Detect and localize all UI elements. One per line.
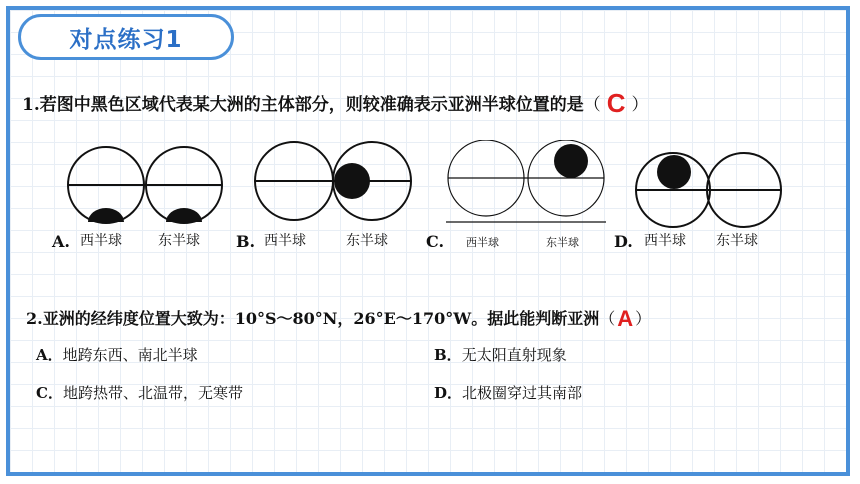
choice-a [36,344,198,365]
choice-b-letter: B． [434,346,462,364]
figure-d-west-blob [657,155,691,189]
slide-title: 对点练习1 [69,26,183,53]
choice-d-letter: D． [434,384,463,402]
question-2-paren-open: （ [599,309,616,328]
figure-a-west-label: 西半球 [80,233,122,249]
figure-c-letter: C. [426,232,445,251]
question-2-answer: A [617,306,634,331]
choice-b-text: 无太阳直射现象 [461,346,567,364]
question-1-answer: C [606,88,626,118]
question-2-text: 2.亚洲的经纬度位置大致为：10°S～80°N，26°E～170°W。据此能判断亚洲 [26,309,600,328]
choice-c [36,382,243,403]
question-1 [22,88,649,119]
figure-b-letter: B. [236,232,256,251]
question-2 [26,306,651,332]
figure-a [68,147,222,223]
choice-a-text: 地跨东西、南北半球 [62,346,198,364]
figure-c-east-label: 东半球 [546,236,579,249]
figure-b [255,142,411,220]
figure-a-letter: A. [52,232,70,251]
figure-b-east-blob [334,163,370,199]
figure-d-east-label: 东半球 [716,233,758,249]
figure-a-east-label: 东半球 [158,233,200,249]
question-1-paren-open: （ [583,95,601,115]
choice-c-letter: C． [36,384,63,402]
question-1-text: 1.若图中黑色区域代表某大洲的主体部分，则较准确表示亚洲半球位置的是 [22,95,584,115]
figure-c-west-label: 西半球 [466,236,499,249]
hemisphere-figures [40,140,800,240]
figure-b-west-label: 西半球 [264,233,306,249]
figure-a-east-blob [166,208,202,222]
choice-c-text: 地跨热带、北温带，无寒带 [62,384,243,402]
question-1-paren-close: ） [631,95,649,115]
figure-d [636,153,781,227]
question-2-paren-close: ） [635,309,652,328]
choice-b [434,344,567,365]
figure-d-west-label: 西半球 [644,233,686,249]
choice-a-letter: A． [36,346,63,364]
figure-d-letter: D. [614,232,633,251]
choice-d-text: 北极圈穿过其南部 [462,384,583,402]
choice-d [434,382,582,403]
title-banner [18,14,234,60]
figure-c-east-blob [554,144,588,178]
figure-a-west-blob [88,208,124,222]
figure-b-east-label: 东半球 [346,233,388,249]
